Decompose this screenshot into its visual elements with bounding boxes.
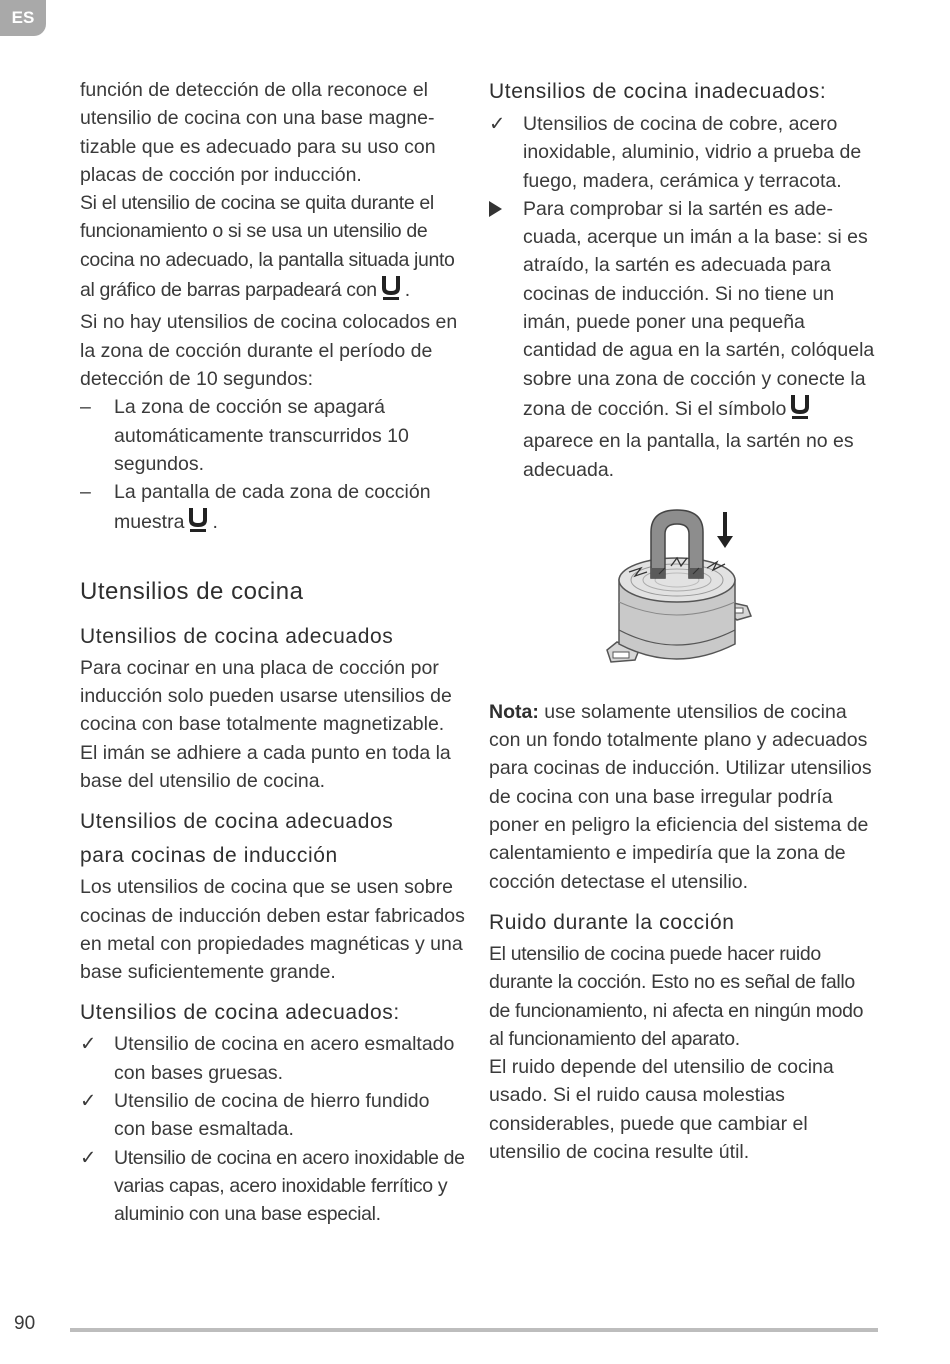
section-title: Utensilios de cocina	[80, 577, 304, 605]
removal-paragraph	[80, 189, 465, 308]
arrow-bullet-icon	[489, 195, 515, 225]
dash-bullet: –	[80, 396, 91, 419]
heading-unsuitable: Utensilios de cocina inadecuados:	[489, 80, 827, 103]
list-item	[80, 1030, 465, 1087]
list-item-text: Utensilios de cocina de cobre, acero inoxidable, aluminio, vidrio a prueba de fuego, madera, cerámica y terracota.	[523, 113, 862, 192]
list-item-text: Utensilio de cocina en acero esmaltado con bases gruesas.	[114, 1033, 455, 1084]
heading-noise: Ruido durante la cocción	[489, 910, 735, 934]
left-column	[80, 76, 465, 1229]
no-pan-paragraph: Si no hay utensilios de cocina colocados en la zona de cocción durante el período de detección de 10 segundos:	[80, 311, 458, 390]
induction-paragraph: Los utensilios de cocina que se usen sobre cocinas de inducción deben estar fabricados en metal con propiedades magnéticas y una base suficientemente grande.	[80, 876, 465, 984]
page-number: 90	[14, 1313, 36, 1334]
language-tab	[0, 0, 46, 36]
pan-not-detected-icon	[379, 274, 403, 308]
noise-paragraph-2: El ruido depende del utensilio de cocina usado. Si el ruido causa molestias considerables, puede que cambiar el utensilio de cocina resulte útil.	[489, 1056, 834, 1164]
checkmark-icon: ✓	[80, 1090, 97, 1113]
language-code: ES	[11, 8, 35, 27]
list-item	[80, 1087, 465, 1144]
list-item-text: Utensilio de cocina de hierro fundido con base esmaltada.	[114, 1090, 430, 1141]
note-text: use solamente utensilios de cocina con un fondo totalmente plano y adecuados para cocinas de inducción. Utilizar utensilios de cocina con una base irregular podría poner en peligro la eficiencia del sistema de calentamiento e impediría que la zona de cocción detectase el utensilio.	[489, 700, 872, 893]
noise-paragraph-1: El utensilio de cocina puede hacer ruido durante la cocción. Esto no es señal de fallo de funcionamiento, ni afecta en ningún modo al funcionamiento del aparato.	[489, 942, 864, 1050]
removal-text: Si el utensilio de cocina se quita durante el funcionamiento o si se usa un utensilio de cocina no adecuado, la pantalla situada junto al gráfico de barras parpadeará con	[80, 192, 455, 302]
footer-divider	[70, 1328, 878, 1332]
list-item	[80, 478, 465, 541]
note-paragraph	[489, 698, 879, 896]
dash-bullet: –	[80, 481, 91, 504]
suitable-paragraph: Para cocinar en una placa de cocción por inducción solo pueden usarse utensilios de cocina con base totalmente magnetizable. El imán se adhiere a cada punto en toda la base del utensilio de cocina.	[80, 656, 452, 792]
heading-induction-line1: Utensilios de cocina adecuados	[80, 810, 394, 834]
list-item-text: Para comprobar si la sartén es adecuada, acerque un imán a la base: si es atraído, la sartén es adecuada para cocinas de inducción. Si no tiene un imán, puede poner una pequeña cantidad de agua en la sartén, colóquela sobre una zona de cocción y conecte la zona de cocción. Si el símbolo	[523, 197, 875, 420]
right-column	[489, 76, 879, 1166]
intro-paragraph: función de detección de olla reconoce el utensilio de cocina con una base magnetizable que es adecuado para su uso con placas de cocción por inducción.	[80, 79, 436, 186]
removal-text-end: .	[404, 279, 410, 302]
heading-suitable: Utensilios de cocina adecuados	[80, 624, 394, 648]
list-item-text-end: aparece en la pantalla, la sartén no es adecuada.	[523, 430, 854, 481]
list-item-text-end: .	[212, 511, 218, 534]
list-item-text: Utensilio de cocina en acero inoxidable de varias capas, acero inoxidable ferrítico y aluminio con una base especial.	[114, 1146, 465, 1226]
list-item	[489, 110, 879, 195]
checkmark-icon: ✓	[80, 1146, 96, 1169]
checkmark-icon: ✓	[489, 113, 506, 135]
no-pan-list	[80, 393, 465, 540]
list-item	[80, 1144, 465, 1229]
heading-suitable-list: Utensilios de cocina adecuados:	[80, 1001, 400, 1025]
unsuitable-list	[489, 110, 879, 484]
pan-not-detected-icon	[788, 393, 812, 427]
list-item-text: La pantalla de cada zona de cocción muestra	[114, 481, 431, 534]
heading-induction	[80, 805, 465, 873]
magnet-pot-illustration	[489, 502, 879, 692]
list-item	[80, 393, 465, 478]
note-label: Nota:	[489, 700, 539, 723]
heading-induction-line2: para cocinas de inducción	[80, 844, 338, 868]
list-item-text: La zona de cocción se apagará automáticamente transcurridos 10 segundos.	[114, 396, 409, 475]
suitable-list	[80, 1030, 465, 1228]
pan-not-detected-icon	[186, 506, 210, 540]
list-item	[489, 195, 879, 484]
checkmark-icon: ✓	[80, 1033, 97, 1056]
